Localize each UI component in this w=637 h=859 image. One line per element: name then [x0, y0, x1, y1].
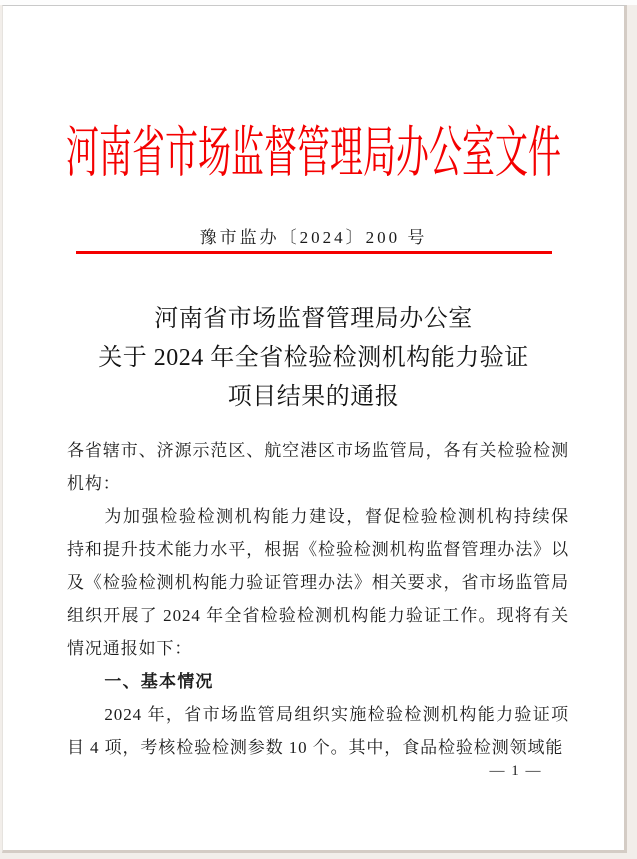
document-number: 豫市监办〔2024〕200 号 — [199, 228, 428, 247]
red-divider-line — [76, 251, 552, 254]
page-number: — 1 — — [489, 763, 542, 779]
body-paragraph-2: 2024 年，省市场监管局组织实施检验检测机构能力验证项目 4 项，考核检验检测参数 10 个。其中，食品检验检测领域能 — [67, 705, 569, 757]
document-body — [67, 434, 569, 764]
section-heading-basic-situation: 一、基本情况 — [104, 672, 214, 691]
red-header-banner: 河南省市场监督管理局办公室文件 — [66, 124, 561, 186]
document-page — [2, 5, 627, 853]
document-title-line-3: 项目结果的通报 — [227, 384, 400, 410]
body-paragraph-1: 为加强检验检测机构能力建设，督促检验检测机构持续保持和提升技术能力水平，根据《检验检测机构监督管理办法》以及《检验检测机构能力验证管理办法》相关要求，省市场监管局组织开展了 2024 年全省检验检测机构能力验证工作。现将有关情况通报如下： — [67, 507, 569, 658]
document-title — [3, 300, 624, 417]
document-title-line-1: 河南省市场监督管理局办公室 — [154, 306, 473, 332]
salutation: 各省辖市、济源示范区、航空港区市场监管局，各有关检验检测机构： — [67, 441, 569, 493]
document-title-line-2: 关于 2024 年全省检验检测机构能力验证 — [98, 345, 529, 371]
